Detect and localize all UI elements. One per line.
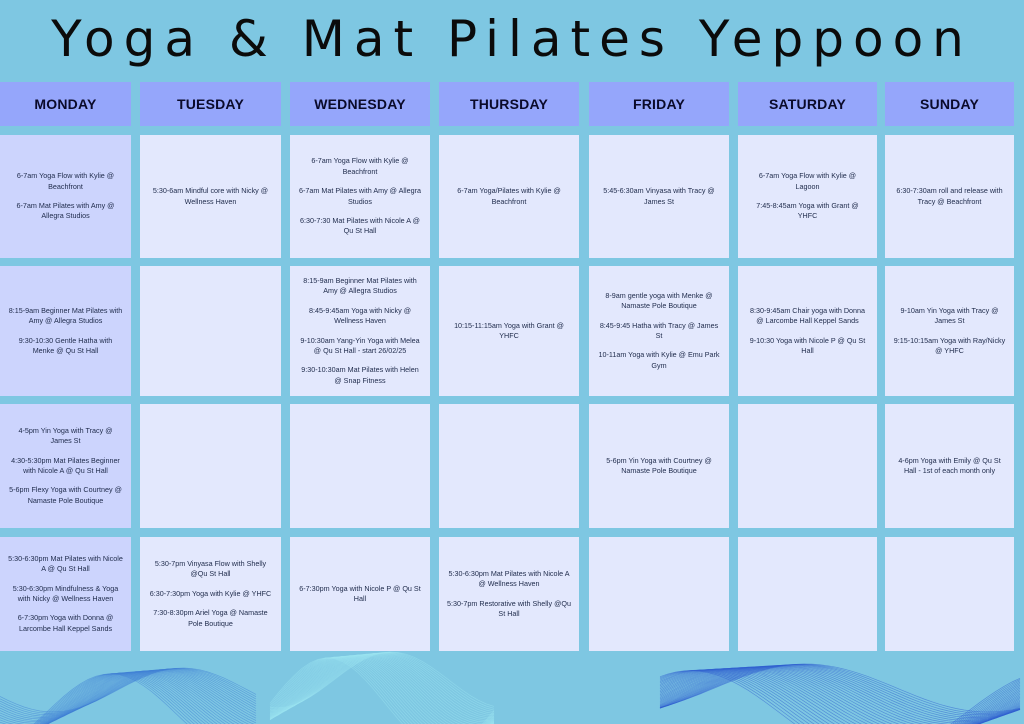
class-entry: 8:30-9:45am Chair yoga with Donna @ Larcombe Hall Keppel Sands <box>749 305 866 326</box>
class-entry: 9-10:30am Yang-Yin Yoga with Melea @ Qu St Hall - start 26/02/25 <box>300 335 420 355</box>
class-entry: 8:15-9am Beginner Mat Pilates with Amy @ Allegra Studios <box>8 305 123 326</box>
schedule-cell-wednesday-3 <box>290 404 430 528</box>
schedule-cell-saturday-1 <box>738 135 877 258</box>
schedule-cell-thursday-3 <box>439 404 579 528</box>
schedule-cell-saturday-2 <box>738 266 877 396</box>
class-entry: 5:30-6am Mindful core with Nicky @ Wellness Haven <box>152 186 269 206</box>
class-entry: 7:45-8:45am Yoga with Grant @ YHFC <box>756 201 859 221</box>
class-entry: 4-6pm Yoga with Emily @ Qu St Hall - 1st of each month only <box>898 455 1001 475</box>
schedule-cell-sunday-3 <box>885 404 1014 528</box>
class-entry: 5-6pm Yin Yoga with Courtney @ Namaste Pole Boutique <box>606 455 712 475</box>
day-header-thursday: THURSDAY <box>439 82 579 126</box>
class-entry: 9:30-10:30am Mat Pilates with Helen @ Snap Fitness <box>301 365 419 385</box>
class-entry: 6-7am Yoga Flow with Kylie @ Beachfront <box>16 171 115 191</box>
class-entry: 6:30-7:30 Mat Pilates with Nicole A @ Qu St Hall <box>300 215 420 236</box>
schedule-cell-wednesday-4 <box>290 537 430 651</box>
schedule-cell-friday-3 <box>589 404 729 528</box>
class-entry: 4:30-5:30pm Mat Pilates Beginner with Nicole A @ Qu St Hall <box>11 455 120 475</box>
class-entry: 8:15-9am Beginner Mat Pilates with Amy @ Allegra Studios <box>303 275 417 296</box>
class-entry: 5:30-7pm Restorative with Shelly @Qu St Hall <box>447 598 571 618</box>
class-entry: 5:45-6:30am Vinyasa with Tracy @ James St <box>603 186 715 206</box>
class-entry: 5:30-7pm Vinyasa Flow with Shelly @Qu St Hall <box>154 558 267 579</box>
class-entry: 9:15-10:15am Yoga with Ray/Nicky @ YHFC <box>893 335 1006 355</box>
day-header-tuesday: TUESDAY <box>140 82 281 126</box>
class-entry: 8:45-9:45am Yoga with Nicky @ Wellness Haven <box>309 305 411 326</box>
schedule-cell-thursday-4 <box>439 537 579 651</box>
class-entry: 4-5pm Yin Yoga with Tracy @ James St <box>18 425 113 446</box>
class-entry: 5:30-6:30pm Mat Pilates with Nicole A @ Wellness Haven <box>448 568 570 589</box>
schedule-cell-saturday-4 <box>738 537 877 651</box>
schedule-cell-friday-1 <box>589 135 729 258</box>
class-entry: 6:30-7:30am roll and release with Tracy @ Beachfront <box>896 186 1003 206</box>
class-entry: 6-7am Mat Pilates with Amy @ Allegra Studios <box>16 201 115 221</box>
class-entry: 9-10am Yin Yoga with Tracy @ James St <box>900 305 999 326</box>
class-entry: 9-10:30 Yoga with Nicole P @ Qu St Hall <box>749 335 866 355</box>
class-entry: 8-9am gentle yoga with Menke @ Namaste Pole Boutique <box>605 290 713 311</box>
day-header-wednesday: WEDNESDAY <box>290 82 430 126</box>
day-header-monday: MONDAY <box>0 82 131 126</box>
class-entry: 6-7am Yoga Flow with Kylie @ Lagoon <box>758 171 857 191</box>
class-entry: 10-11am Yoga with Kylie @ Emu Park Gym <box>598 350 720 370</box>
schedule-cell-friday-2 <box>589 266 729 396</box>
schedule-cell-wednesday-2 <box>290 266 430 396</box>
class-entry: 5:30-6:30pm Mindfulness & Yoga with Nicky @ Wellness Haven <box>12 583 119 603</box>
schedule-cell-tuesday-2 <box>140 266 281 396</box>
schedule-cell-tuesday-1 <box>140 135 281 258</box>
class-entry: 6-7:30pm Yoga with Donna @ Larcombe Hall Keppel Sands <box>17 613 114 633</box>
class-entry: 8:45-9:45 Hatha with Tracy @ James St <box>599 320 719 340</box>
schedule-cell-monday-2 <box>0 266 131 396</box>
class-entry: 6-7am Yoga Flow with Kylie @ Beachfront <box>311 156 409 176</box>
class-entry: 9:30-10:30 Gentle Hatha with Menke @ Qu St Hall <box>18 335 113 355</box>
day-header-friday: FRIDAY <box>589 82 729 126</box>
class-entry: 6-7:30pm Yoga with Nicole P @ Qu St Hall <box>299 583 421 603</box>
schedule-cell-wednesday-1 <box>290 135 430 258</box>
class-entry: 5:30-6:30pm Mat Pilates with Nicole A @ Qu St Hall <box>8 553 123 574</box>
schedule-cell-monday-3 <box>0 404 131 528</box>
schedule-cell-tuesday-4 <box>140 537 281 651</box>
class-entry: 10:15-11:15am Yoga with Grant @ YHFC <box>454 320 564 340</box>
page-title: Yoga & Mat Pilates Yeppoon <box>51 10 973 68</box>
schedule-cell-sunday-2 <box>885 266 1014 396</box>
day-header-saturday: SATURDAY <box>738 82 877 126</box>
schedule-cell-sunday-4 <box>885 537 1014 651</box>
class-entry: 6-7am Mat Pilates with Amy @ Allegra Studios <box>299 186 421 206</box>
class-entry: 6-7am Yoga/Pilates with Kylie @ Beachfront <box>457 186 561 206</box>
schedule-cell-saturday-3 <box>738 404 877 528</box>
schedule-cell-thursday-2 <box>439 266 579 396</box>
schedule-cell-sunday-1 <box>885 135 1014 258</box>
schedule-cell-friday-4 <box>589 537 729 651</box>
schedule-cell-thursday-1 <box>439 135 579 258</box>
schedule-cell-monday-4 <box>0 537 131 651</box>
day-header-sunday: SUNDAY <box>885 82 1014 126</box>
schedule-cell-tuesday-3 <box>140 404 281 528</box>
class-entry: 6:30-7:30pm Yoga with Kylie @ YHFC <box>149 588 272 598</box>
class-entry: 5-6pm Flexy Yoga with Courtney @ Namaste Pole Boutique <box>9 485 122 505</box>
schedule-cell-monday-1 <box>0 135 131 258</box>
class-entry: 7:30-8:30pm Ariel Yoga @ Namaste Pole Boutique <box>153 608 268 628</box>
